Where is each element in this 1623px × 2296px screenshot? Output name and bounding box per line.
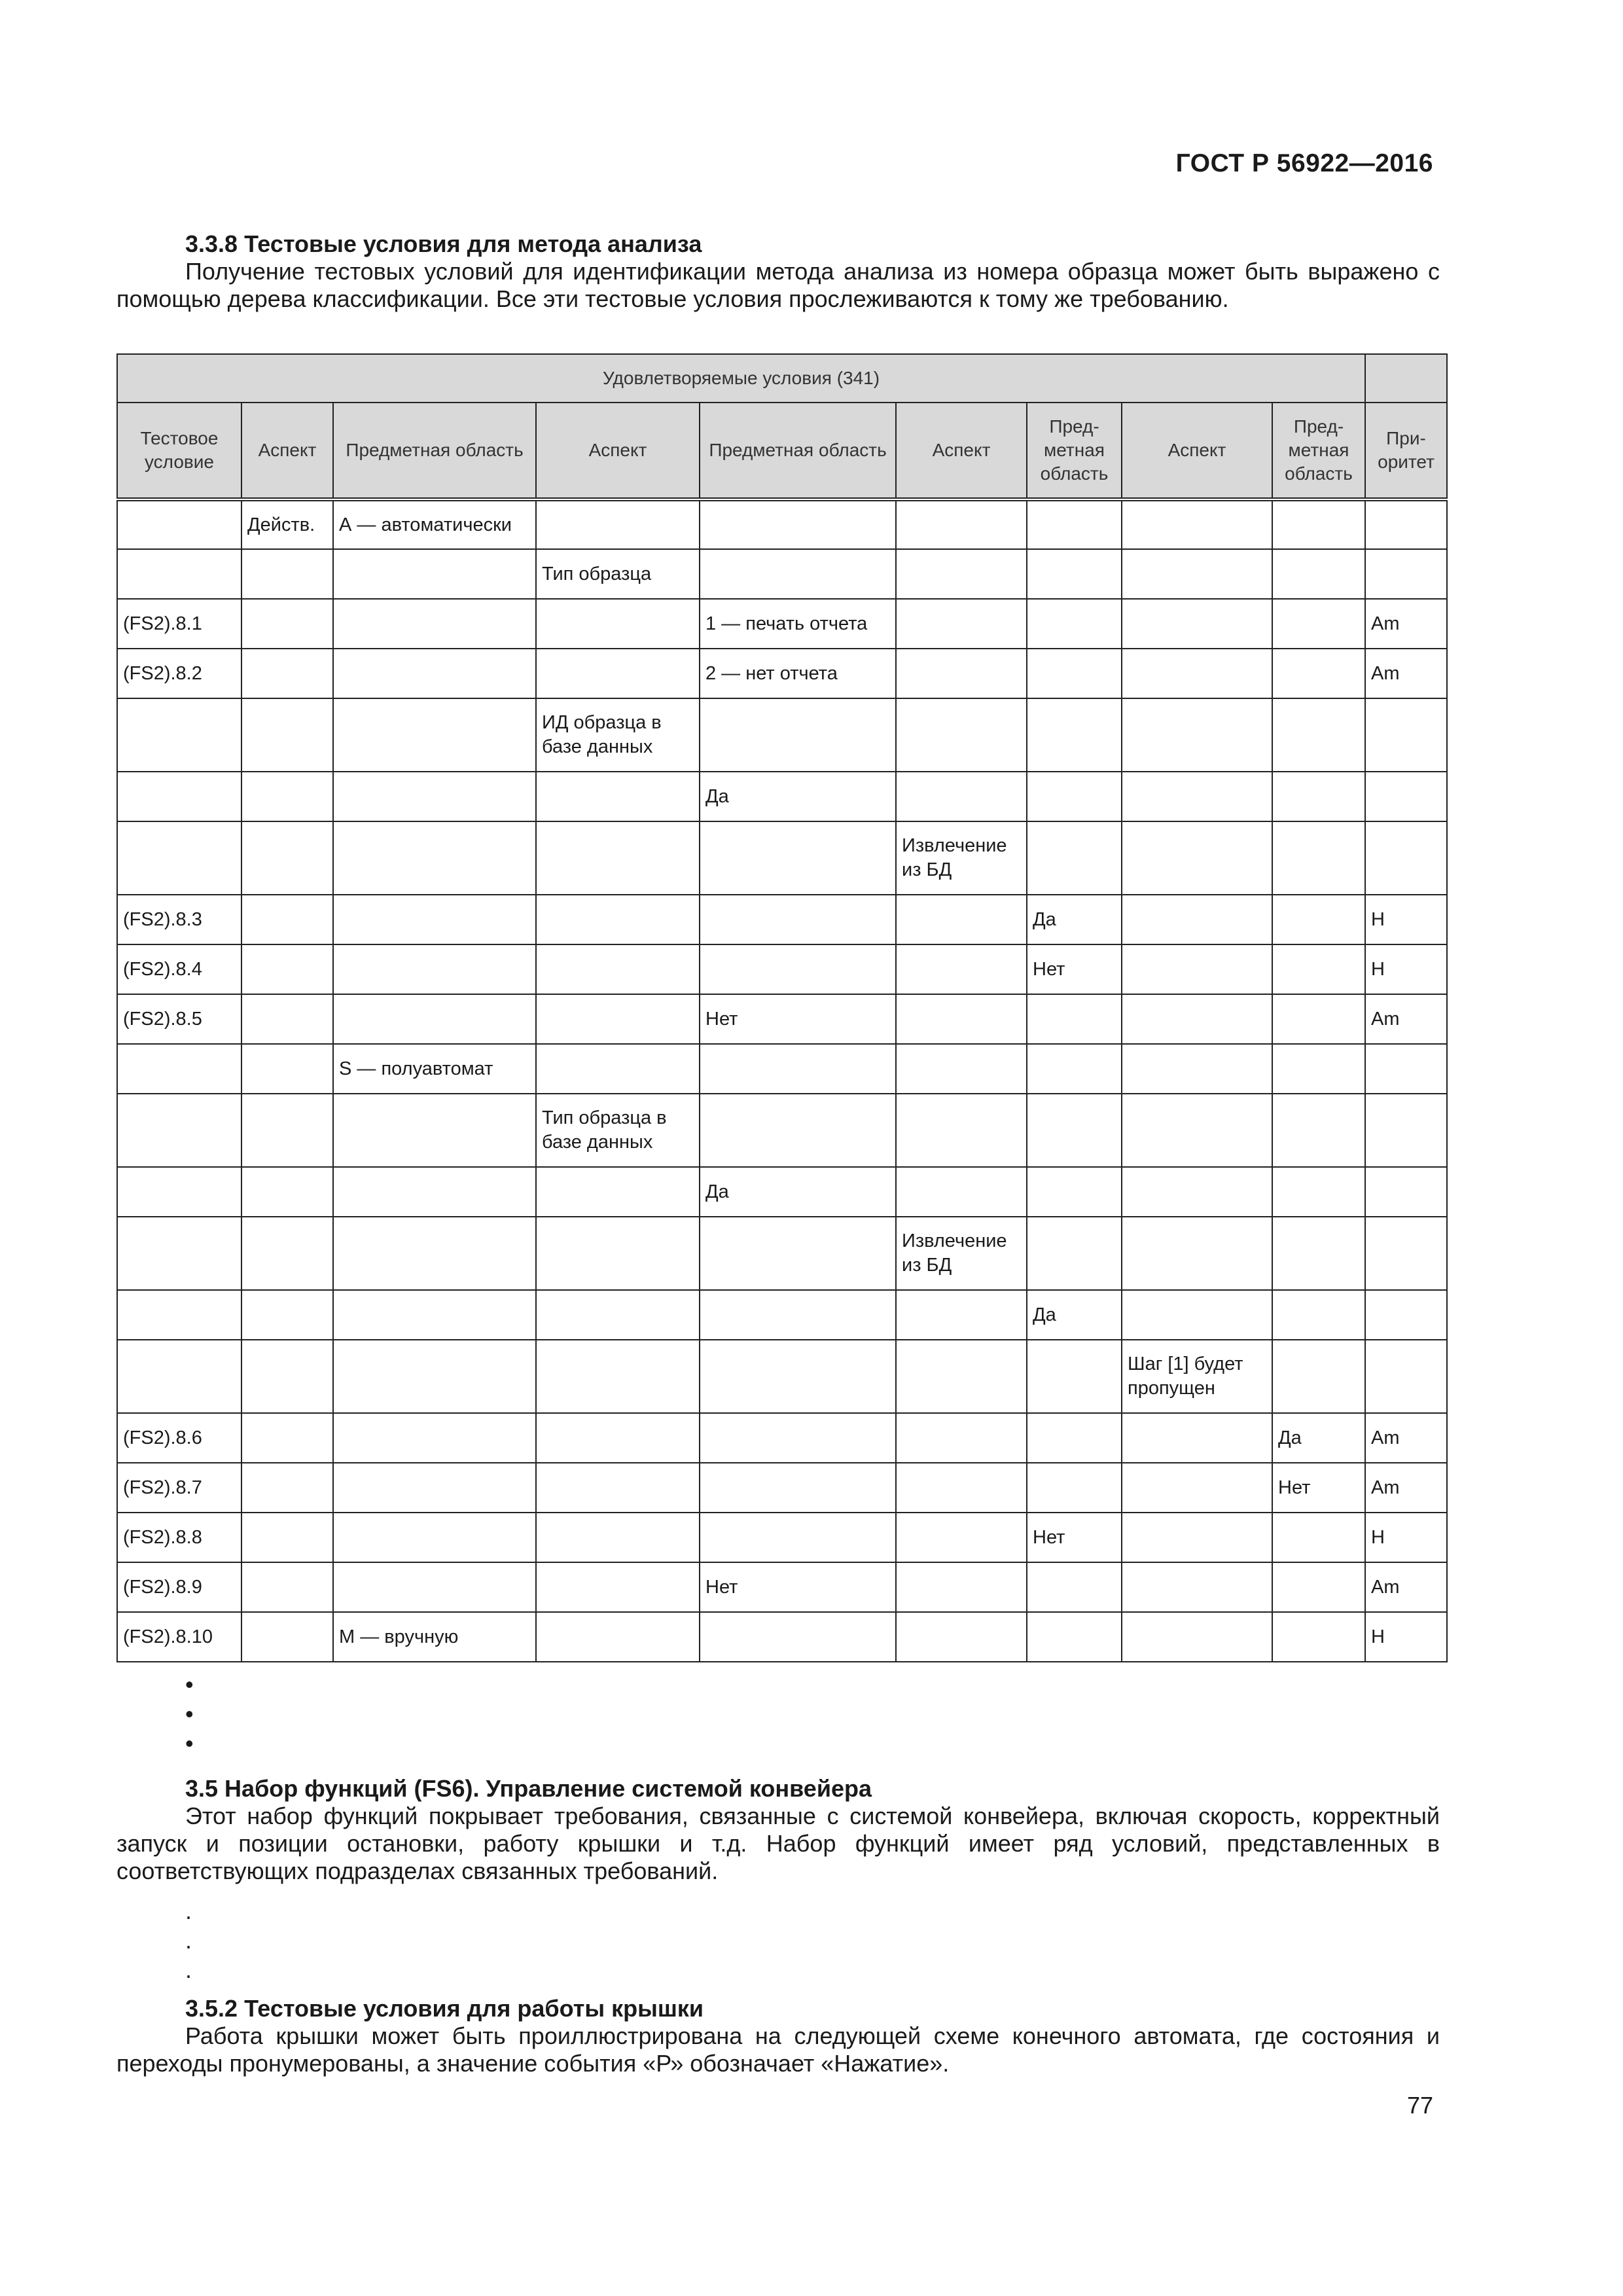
table-cell [241, 1167, 333, 1217]
table-cell: Да [700, 772, 896, 821]
table-cell [333, 772, 536, 821]
table-cell [241, 1217, 333, 1290]
table-cell [700, 1413, 896, 1463]
table-cell: Am [1365, 649, 1447, 698]
dot: • [185, 1700, 194, 1727]
column-header: Аспект [896, 403, 1027, 499]
section-3-5-2-title: 3.5.2 Тестовые условия для работы крышки [185, 1995, 704, 2022]
table-cell: Извлечение из БД [896, 1217, 1027, 1290]
table-cell [896, 599, 1027, 649]
table-cell [536, 994, 700, 1044]
table-row [117, 1217, 1447, 1290]
section-3-5-title: 3.5 Набор функций (FS6). Управление системой конвейера [185, 1775, 872, 1802]
table-cell: H [1365, 895, 1447, 944]
table-cell: А — автоматически [333, 499, 536, 549]
table-cell [1027, 698, 1122, 772]
table-cell [896, 698, 1027, 772]
table-cell: (FS2).8.4 [117, 944, 241, 994]
table-cell: (FS2).8.3 [117, 895, 241, 944]
table-cell [1122, 1513, 1272, 1562]
table-cell [536, 1413, 700, 1463]
table-cell [1027, 821, 1122, 895]
table-cell [1365, 821, 1447, 895]
table-cell [241, 549, 333, 599]
table-cell: (FS2).8.10 [117, 1612, 241, 1662]
table-cell [333, 649, 536, 698]
table-cell [1272, 698, 1365, 772]
table-cell [333, 1413, 536, 1463]
page-number: 77 [1406, 2092, 1433, 2119]
table-cell [1122, 994, 1272, 1044]
column-header: Аспект [241, 403, 333, 499]
table-cell [1027, 1340, 1122, 1413]
table-cell [1122, 1413, 1272, 1463]
table-cell [896, 1094, 1027, 1167]
table-cell [117, 1290, 241, 1340]
table-cell [536, 1217, 700, 1290]
table-cell [896, 1463, 1027, 1513]
table-cell [1272, 821, 1365, 895]
table-cell [536, 821, 700, 895]
table-cell [700, 549, 896, 599]
table-cell [241, 649, 333, 698]
table-cell [896, 1612, 1027, 1662]
table-cell [1027, 649, 1122, 698]
table-cell [241, 599, 333, 649]
column-header: Аспект [1122, 403, 1272, 499]
table-cell [1122, 1290, 1272, 1340]
table-cell: Да [1027, 1290, 1122, 1340]
table-cell [896, 1290, 1027, 1340]
table-cell [1122, 1167, 1272, 1217]
table-row [117, 1044, 1447, 1094]
table-cell [1122, 772, 1272, 821]
table-row [117, 698, 1447, 772]
table-cell [1122, 1463, 1272, 1513]
table-cell [700, 821, 896, 895]
table-cell [1272, 944, 1365, 994]
table-cell [896, 1167, 1027, 1217]
table-cell [1027, 994, 1122, 1044]
table-cell [1027, 772, 1122, 821]
table-cell [117, 1044, 241, 1094]
table-cell [1027, 1217, 1122, 1290]
table-cell: Am [1365, 1463, 1447, 1513]
table-cell [896, 772, 1027, 821]
table-cell: Am [1365, 1562, 1447, 1612]
table-cell [1272, 599, 1365, 649]
table-cell [1122, 895, 1272, 944]
table-cell [117, 499, 241, 549]
table-cell [241, 1094, 333, 1167]
table-row [117, 1562, 1447, 1612]
table-cell [333, 1562, 536, 1612]
table-cell: (FS2).8.7 [117, 1463, 241, 1513]
table-cell [333, 1290, 536, 1340]
column-header: Пред-метная область [1027, 403, 1122, 499]
table-cell [241, 1463, 333, 1513]
table-cell [700, 1290, 896, 1340]
table-row [117, 772, 1447, 821]
table-cell [1365, 1094, 1447, 1167]
table-cell [241, 994, 333, 1044]
table-cell [536, 772, 700, 821]
table-cell [536, 649, 700, 698]
table-cell [1272, 1513, 1365, 1562]
table-cell [1027, 599, 1122, 649]
table-cell [536, 1513, 700, 1562]
table-row [117, 1513, 1447, 1562]
table-cell: (FS2).8.1 [117, 599, 241, 649]
table-cell [333, 1513, 536, 1562]
dot: . [185, 1927, 192, 1954]
table-cell: Да [700, 1167, 896, 1217]
table-cell [896, 944, 1027, 994]
table-cell: Am [1365, 599, 1447, 649]
table-cell [536, 895, 700, 944]
table-row [117, 1340, 1447, 1413]
table-cell [700, 895, 896, 944]
table-cell [1027, 1413, 1122, 1463]
table-cell [896, 1413, 1027, 1463]
table-cell: M — вручную [333, 1612, 536, 1662]
table-row [117, 1167, 1447, 1217]
dot: . [185, 1897, 192, 1924]
table-cell [1122, 1217, 1272, 1290]
table-row [117, 549, 1447, 599]
table-cell [1365, 1340, 1447, 1413]
table-cell [1027, 1463, 1122, 1513]
table-cell [1272, 1340, 1365, 1413]
table-cell [241, 1562, 333, 1612]
table-cell: Да [1272, 1413, 1365, 1463]
table-cell [536, 1562, 700, 1612]
table-cell [896, 994, 1027, 1044]
table-cell [1365, 772, 1447, 821]
table-cell [333, 994, 536, 1044]
table-cell: Извлечение из БД [896, 821, 1027, 895]
table-cell [1272, 1167, 1365, 1217]
table-cell [896, 1562, 1027, 1612]
column-header: Пред-метная область [1272, 403, 1365, 499]
table-cell [1272, 1562, 1365, 1612]
table-cell: (FS2).8.6 [117, 1413, 241, 1463]
table-cell: Тип образца [536, 549, 700, 599]
column-header: При-оритет [1365, 403, 1447, 499]
table-cell [241, 772, 333, 821]
table-cell [1027, 1094, 1122, 1167]
table-cell [1365, 1217, 1447, 1290]
table-cell [536, 1612, 700, 1662]
table-cell [1122, 1562, 1272, 1612]
table-cell [536, 944, 700, 994]
table-cell [700, 698, 896, 772]
table-cell [700, 499, 896, 549]
table-cell [1272, 499, 1365, 549]
table-cell: Нет [1027, 944, 1122, 994]
table-cell [1122, 1044, 1272, 1094]
table-cell [1027, 499, 1122, 549]
section-3-3-8-title: 3.3.8 Тестовые условия для метода анализа [185, 230, 702, 257]
table-cell [241, 1513, 333, 1562]
table-cell [1122, 649, 1272, 698]
column-header: Тестовое условие [117, 403, 241, 499]
table-cell [117, 1340, 241, 1413]
table-cell [117, 821, 241, 895]
table-row [117, 1413, 1447, 1463]
table-cell [333, 1167, 536, 1217]
table-cell [333, 944, 536, 994]
table-cell [1122, 599, 1272, 649]
section-3-3-8-text: Получение тестовых условий для идентификации метода анализа из номера образца может быть выражено с помощью дерева классификации. Все эти тестовые условия прослеживаются к тому же требованию. [116, 258, 1440, 312]
table-cell [1272, 549, 1365, 599]
table-cell [536, 499, 700, 549]
table-cell [1272, 1290, 1365, 1340]
table-cell: ИД образца в базе данных [536, 698, 700, 772]
table-cell [117, 698, 241, 772]
table-cell [1122, 549, 1272, 599]
table-cell [700, 944, 896, 994]
table-cell: Am [1365, 1413, 1447, 1463]
table-cell [896, 499, 1027, 549]
table-cell [1122, 821, 1272, 895]
table-cell [1365, 499, 1447, 549]
table-cell [241, 1413, 333, 1463]
table-cell [1027, 549, 1122, 599]
column-header: Предметная область [700, 403, 896, 499]
table-row [117, 994, 1447, 1044]
table-top-header: Удовлетворяемые условия (341) [117, 354, 1365, 403]
table-cell [1272, 1612, 1365, 1662]
section-3-5-2-text: Работа крышки может быть проиллюстрирована на следующей схеме конечного автомата, где состояния и переходы пронумерованы, а значение события «Р» обозначает «Нажатие». [116, 2022, 1440, 2077]
table-cell: (FS2).8.8 [117, 1513, 241, 1562]
table-cell: (FS2).8.2 [117, 649, 241, 698]
table-cell [1365, 1167, 1447, 1217]
table-cell [241, 1612, 333, 1662]
table-cell: Да [1027, 895, 1122, 944]
table-row [117, 599, 1447, 649]
table-cell [117, 1167, 241, 1217]
table-cell: (FS2).8.9 [117, 1562, 241, 1612]
table-cell [536, 1290, 700, 1340]
table-cell [117, 1217, 241, 1290]
table-cell [700, 1044, 896, 1094]
table-cell [536, 599, 700, 649]
table-cell [536, 1463, 700, 1513]
dot: • [185, 1671, 194, 1698]
table-row [117, 1290, 1447, 1340]
table-cell [241, 1044, 333, 1094]
table-cell [1272, 772, 1365, 821]
table-cell [536, 1167, 700, 1217]
table-cell [1272, 994, 1365, 1044]
table-cell: S — полуавтомат [333, 1044, 536, 1094]
table-cell: 1 — печать отчета [700, 599, 896, 649]
table-cell [333, 1340, 536, 1413]
column-header: Предметная область [333, 403, 536, 499]
table-top-header-blank [1365, 354, 1447, 403]
table-cell [241, 1340, 333, 1413]
table-cell [241, 895, 333, 944]
table-cell [896, 1340, 1027, 1413]
table-cell: (FS2).8.5 [117, 994, 241, 1044]
dot: . [185, 1956, 192, 1983]
table-cell [333, 599, 536, 649]
table-cell [896, 1513, 1027, 1562]
table-cell [1122, 1094, 1272, 1167]
standard-header: ГОСТ Р 56922—2016 [1175, 149, 1433, 177]
table-row [117, 1612, 1447, 1662]
table-cell [333, 821, 536, 895]
table-row [117, 821, 1447, 895]
table-cell: Действ. [241, 499, 333, 549]
table-cell [1365, 1290, 1447, 1340]
table-cell [1272, 1044, 1365, 1094]
table-cell: H [1365, 1612, 1447, 1662]
table-cell [241, 944, 333, 994]
table-cell: H [1365, 944, 1447, 994]
table-cell [1027, 1044, 1122, 1094]
table-cell [333, 1217, 536, 1290]
table-cell [896, 649, 1027, 698]
table-row [117, 1463, 1447, 1513]
table-cell [896, 1044, 1027, 1094]
table-row [117, 944, 1447, 994]
table-row [117, 649, 1447, 698]
table-cell [700, 1513, 896, 1562]
requirements-table [116, 353, 1448, 1662]
table-cell [1122, 1612, 1272, 1662]
table-cell: Am [1365, 994, 1447, 1044]
table-cell [1027, 1167, 1122, 1217]
table-cell [1272, 1094, 1365, 1167]
table-cell [1272, 895, 1365, 944]
table-cell [241, 821, 333, 895]
table-cell: Нет [1272, 1463, 1365, 1513]
table-cell [1272, 649, 1365, 698]
table-cell [700, 1612, 896, 1662]
table-cell [1365, 549, 1447, 599]
table-cell [1365, 698, 1447, 772]
table-cell [117, 549, 241, 599]
table-cell: H [1365, 1513, 1447, 1562]
table-cell [700, 1463, 896, 1513]
table-cell: Тип образца в базе данных [536, 1094, 700, 1167]
table-cell [1027, 1612, 1122, 1662]
table-cell [333, 895, 536, 944]
table-cell [896, 549, 1027, 599]
table-cell [241, 698, 333, 772]
table-cell [333, 698, 536, 772]
table-cell [536, 1044, 700, 1094]
table-cell: Нет [1027, 1513, 1122, 1562]
table-cell [700, 1094, 896, 1167]
table-cell [1365, 1044, 1447, 1094]
table-cell [117, 1094, 241, 1167]
table-cell [117, 772, 241, 821]
table-cell [1272, 1217, 1365, 1290]
table-cell [1122, 944, 1272, 994]
table-cell [1122, 698, 1272, 772]
column-header: Аспект [536, 403, 700, 499]
table-cell [333, 1094, 536, 1167]
table-cell: Шаг [1] будет пропущен [1122, 1340, 1272, 1413]
table-row [117, 499, 1447, 549]
table-row [117, 1094, 1447, 1167]
section-3-5-text: Этот набор функций покрывает требования, связанные с системой конвейера, включая скорость, корректный запуск и позиции остановки, работу крышки и т.д. Набор функций имеет ряд условий, представленных в соответствующих подразделах связанных требований. [116, 1803, 1440, 1884]
table-cell [1027, 1562, 1122, 1612]
table-cell [333, 1463, 536, 1513]
table-cell [333, 549, 536, 599]
table-cell [241, 1290, 333, 1340]
table-cell: 2 — нет отчета [700, 649, 896, 698]
table-cell [1122, 499, 1272, 549]
table-row [117, 895, 1447, 944]
dot: • [185, 1730, 194, 1757]
table-cell [536, 1340, 700, 1413]
table-cell [896, 895, 1027, 944]
table-cell [700, 1340, 896, 1413]
table-cell: Нет [700, 1562, 896, 1612]
table-cell: Нет [700, 994, 896, 1044]
table-cell [700, 1217, 896, 1290]
